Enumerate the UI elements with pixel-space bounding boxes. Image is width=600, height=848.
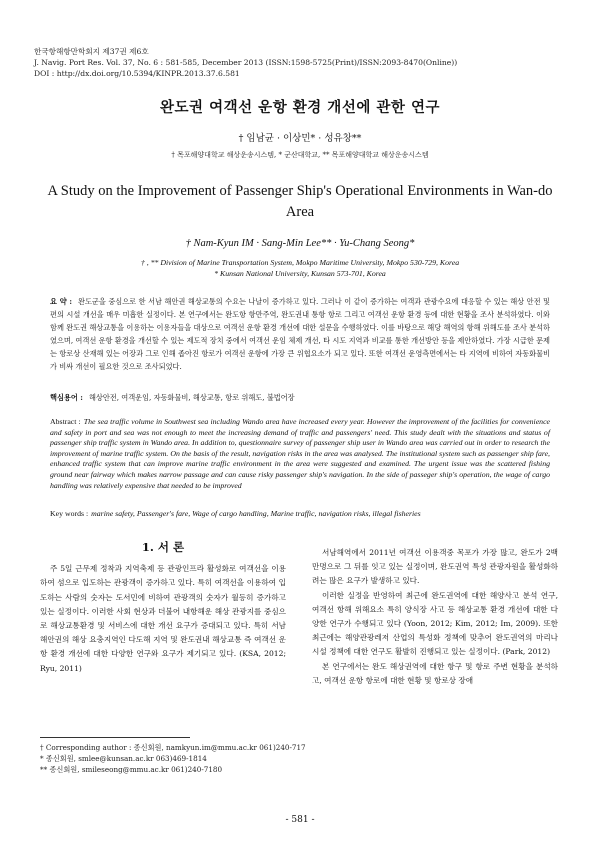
footnote-coauthor-2: ** 종신회원, smileseong@mmu.ac.kr 061)240-7180 [40,765,223,774]
english-abstract [50,417,550,491]
korean-keywords-text: 해상안전, 여객운임, 자동화물비, 해상교통, 항로 위해도, 불법어장 [88,393,295,402]
footnote-rule [40,737,190,738]
footnotes [40,742,306,775]
korean-title: 완도권 여객선 운항 환경 개선에 관한 연구 [160,99,440,116]
body-paragraph: 주 5일 근무제 정착과 지역축제 등 관광인프라 활성화로 여객선을 이용하여 섬으로 입도하는 관광객이 증가하고 있다. 특히 여객선을 이용하여 입도하는 사람의 숫자는 도서민에 비하여 관광객의 숫자가 월등히 증가하고 있는 실정이다. 이러한 사회 현상과 더불어 내항해운 해상 관광지를 중심으로 해상교통환경 및 서비스에 대한 개선 요구가 증대되고 있다. 특히 서남해안권의 해상 요충지역인 다도해 지역 및 완도권내 해상교통 즉 여객선 운항 환경 개선에 대한 다양한 연구와 요구가 제기되고 있다. (KSA, 2012; Ryu, 2011) [40,564,286,673]
body-paragraph: 이러한 실정을 반영하여 최근에 완도권역에 대한 해양사고 분석 연구, 여객선 항해 위해요소 특히 양식장 사고 등 해상교통 환경 개선에 대한 다양한 연구가 수행되고 있다 (Yoon, 2012; Kim, 2012; Im, 2009). 또한 최근에는 해양관광레저 산업의 특성화 정책에 맞추어 완도권역의 마리나 시설 정책에 대한 연구도 활발히 진행되고 있는 실정이다. (Park, 2012) [312,590,558,657]
korean-abstract-text: 완도군을 중심으로 한 서남 해안권 해상교통의 수요는 나날이 증가하고 있다. 그러나 이 같이 증가하는 여객과 관광수요에 대응할 수 있는 해상 안전 및 편의 시설 개선을 매우 미흡한 실정이다. 본 연구에서는 완도항 항만주역, 완도권내 통항 항로 그리고 여객선 운항 환경 등에 대한 현황을 조사 분석하였다. 이와 함께 완도권 해상교통을 이용하는 이용자들을 대상으로 여객선 운항 환경 개선에 대한 설문을 수행하였다. 이를 바탕으로 해당 해역의 항해 위해도를 조사 분석하였으며, 여객선 운항 환경을 개선할 수 있는 제도적 장치 중에서 여객선 운임 체제 개선, 타 시도 지역과 비교를 통한 개선방안 등을 제안하였다. 가장 시급한 문제는 항로상 산재해 있는 어장과 그로 인해 좁아진 항로가 여객선 운항에 가장 큰 위협요소가 되고 있다. 또한 여객선 운영측면에서는 타 지역에 비하여 자동화물비가 비싸 개선이 필요한 것으로 조사되었다. [50,297,550,371]
footnote-coauthor-1: * 종신회원, smlee@kunsan.ac.kr 063)469-1814 [40,754,207,763]
korean-abstract-label: 요 약 : [50,297,73,306]
korean-keywords [50,393,550,403]
body-right-column [312,546,558,688]
korean-affiliation: † 목포해양대학교 해상운송시스템, * 군산대학교, ** 목포해양대학교 해상운송시스템 [171,151,429,159]
english-authors: † Nam-Kyun IM · Sang-Min Lee** · Yu-Chang Seong* [185,238,415,249]
english-abstract-label: Abstract : [50,417,81,426]
english-keywords [50,509,550,518]
korean-authors: † 임남균 · 이상민* · 성유창** [238,133,362,144]
journal-citation: J. Navig. Port Res. Vol. 37, No. 6 : 581-585, December 2013 (ISSN:1598-5725(Print)/ISSN:2093-8470(Online)) [34,58,458,67]
body-paragraph: 본 연구에서는 완도 해상권역에 대한 항구 및 항로 주변 현황을 분석하고, 여객선 운항 항로에 대한 현황 및 항로상 장애 [312,661,558,685]
english-keywords-label: Key words : [50,509,89,518]
section-heading: 1. 서 론 [141,540,185,554]
english-keywords-text: marine safety, Passenger's fare, Wage of cargo handling, Marine traffic, navigation risks, illegal fisheries [91,509,421,518]
body-left-column [40,540,286,676]
english-title: A Study on the Improvement of Passenger Ship's Operational Environments in Wan-do Area [47,183,553,220]
journal-header [34,46,457,79]
page-number: - 581 - [285,815,315,825]
journal-name: 한국항해항만학회지 제37권 제6호 [34,47,149,56]
english-affiliation [0,257,600,279]
doi: DOI : http://dx.doi.org/10.5394/KINPR.2013.37.6.581 [34,69,240,78]
korean-abstract [50,296,550,373]
affiliation-line-2: * Kunsan National University, Kunsan 573-701, Korea [214,269,386,278]
english-abstract-text: The sea traffic volume in Southwest sea including Wando area have increased every year. However the improvement of the facilities for convenience and safety in port and sea was not enough to meet the increasing demand of traffic and passengers' need. This study dealt with the situations and status of passenger ship traffic system in Wando area. In addition to, questionnaire survey of passenger ship user in Wando area was carried out in order to research the improvement of marine traffic system. On the basis of the result, navigation risks in the area was analysed. The institutional system such as passenger ship fare, enhanced traffic system that can improve marine traffic environment in the area were suggested and examined. The urgent issue was the scattered fishing ground near fairway which makes narrow passage and can cause risky passenger ship's navigation. In the side of passeger ship's operation, the wage of cargo handling was relatively expensive that needed to be improved [50,417,550,490]
korean-keywords-label: 핵심용어 : [50,393,83,402]
footnote-corresponding: † Corresponding author : 종신회원, namkyun.im@mmu.ac.kr 061)240-717 [40,743,306,752]
affiliation-line-1: † , ** Division of Marine Transportation System, Mokpo Maritime University, Mokpo 530-729, Korea [140,258,460,267]
body-paragraph: 서남해역에서 2011년 여객선 이용객중 목포가 가장 많고, 완도가 2백만명으로 그 뒤를 잇고 있는 실정이며, 완도권역 특성 관광자원을 활성화하려는 많은 요구가 발생하고 있다. [312,548,558,586]
